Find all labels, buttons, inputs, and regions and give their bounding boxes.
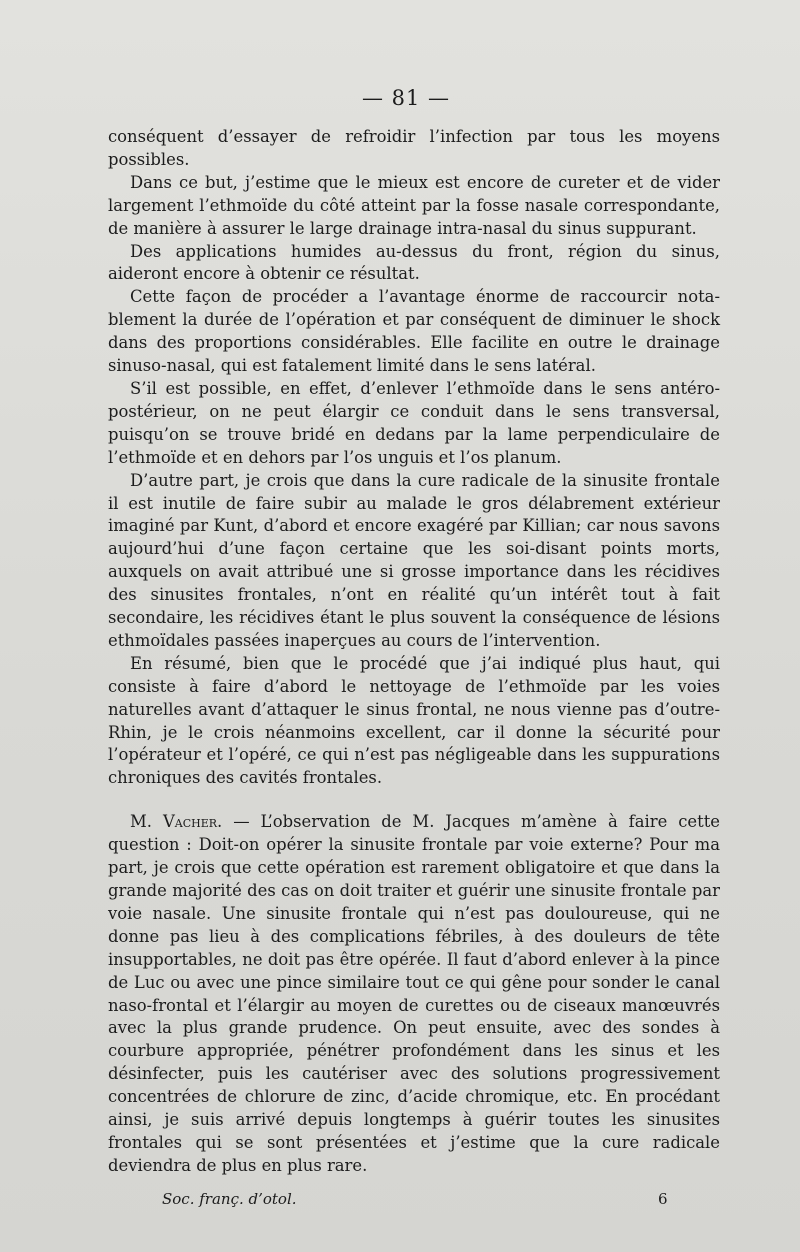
paragraph-radical-cure: D’autre part, je crois que dans la cure radicale de la sinusite frontale il est inutile de faire subir au malade le gros délabrement extérieur imaginé par Kunt, d’abord et encore exagéré par Killian; car nous savons aujourd’hui d’une façon certaine que les soi-disant points morts, auxquels on avait attribué une si grosse importance dans les récidives des sinusites frontales, n’ont en réalité qu’un intérêt tout à fait secondaire, les récidives étant le plus souvent la conséquence de lésions ethmoïdales passées inaperçues au cours de l’intervention.: [108, 470, 720, 650]
paragraph-applications: Des applications humides au-dessus du front, région du sinus, aideront encore à obtenir ce résultat.: [108, 241, 720, 284]
paragraph-ethmoid-limits: S’il est possible, en effet, d’enlever l’ethmoïde dans le sens antéro-postérieur, on ne peut élargir ce conduit dans le sens transversal, puisqu’on se trouve bridé en dedans par la lame perpendiculaire de l’ethmoïde et en dehors par l’os unguis et l’os planum.: [108, 378, 720, 467]
discussion-speaker: M. Vacher.: [130, 812, 223, 832]
discussion-text: — L’observation de M. Jacques m’amène à faire cette question : Doit-on opérer la sinusite frontale par voie externe? Pour ma part, je crois que cette opération est rarement obligatoire et que dans la grande majorité des cas on doit traiter et guérir une sinusite frontale par voie nasale. Une sinusite frontale qui n’est pas douloureuse, qui ne donne pas lieu à des complications fébriles, à des douleurs de tête insupportables, ne doit pas être opérée. Il faut d’abord enlever à la pince de Luc ou avec une pince similaire tout ce qui gêne pour sonder le canal naso-frontal et l’élargir au moyen de curettes ou de ciseaux manœuvrés avec la plus grande prudence. On peut ensuite, avec des sondes à courbure appropriée, pénétrer profondément dans les sinus et les désinfecter, puis les cautériser avec des solutions progressivement concentrées de chlorure de zinc, d’acide chromique, etc. En procédant ainsi, je suis arrivé depuis longtemps à guérir toutes les sinusites frontales qui se sont présentées et j’estime que la cure radicale deviendra de plus en plus rare.: [108, 812, 720, 1175]
page-number: — 81 —: [361, 86, 451, 110]
discussion-paragraph: [108, 811, 720, 1178]
page-footer: [0, 1190, 800, 1214]
body-text: [108, 126, 720, 1178]
paragraph-continuation: conséquent d’essayer de refroidir l’infection par tous les moyens possibles.: [108, 127, 720, 169]
footer-signature-mark: 6: [658, 1190, 668, 1208]
paragraph-advantages: Cette façon de procéder a l’avantage énorme de raccourcir notablement la durée de l’opération et par conséquent de diminuer le shock dans des proportions considérables. Elle facilite en outre le drainage sinuso-nasal, qui est fatalement limité dans le sens latéral.: [108, 287, 720, 376]
footer-journal: Soc. franç. d’otol.: [162, 1190, 297, 1208]
paragraph-curettage: Dans ce but, j’estime que le mieux est encore de cureter et de vider largement l’ethmoïde du côté atteint par la fosse nasale correspondante, de manière à assurer le large drainage intra-nasal du sinus suppurant.: [108, 172, 720, 238]
paragraph-summary: En résumé, bien que le procédé que j’ai indiqué plus haut, qui consiste à faire d’abord le nettoyage de l’ethmoïde par les voies naturelles avant d’attaquer le sinus frontal, ne nous vienne pas d’outre-Rhin, je le crois néanmoins excellent, car il donne la sécurité pour l’opérateur et l’opéré, ce qui n’est pas négligeable dans les suppurations chroniques des cavités frontales.: [108, 653, 720, 788]
